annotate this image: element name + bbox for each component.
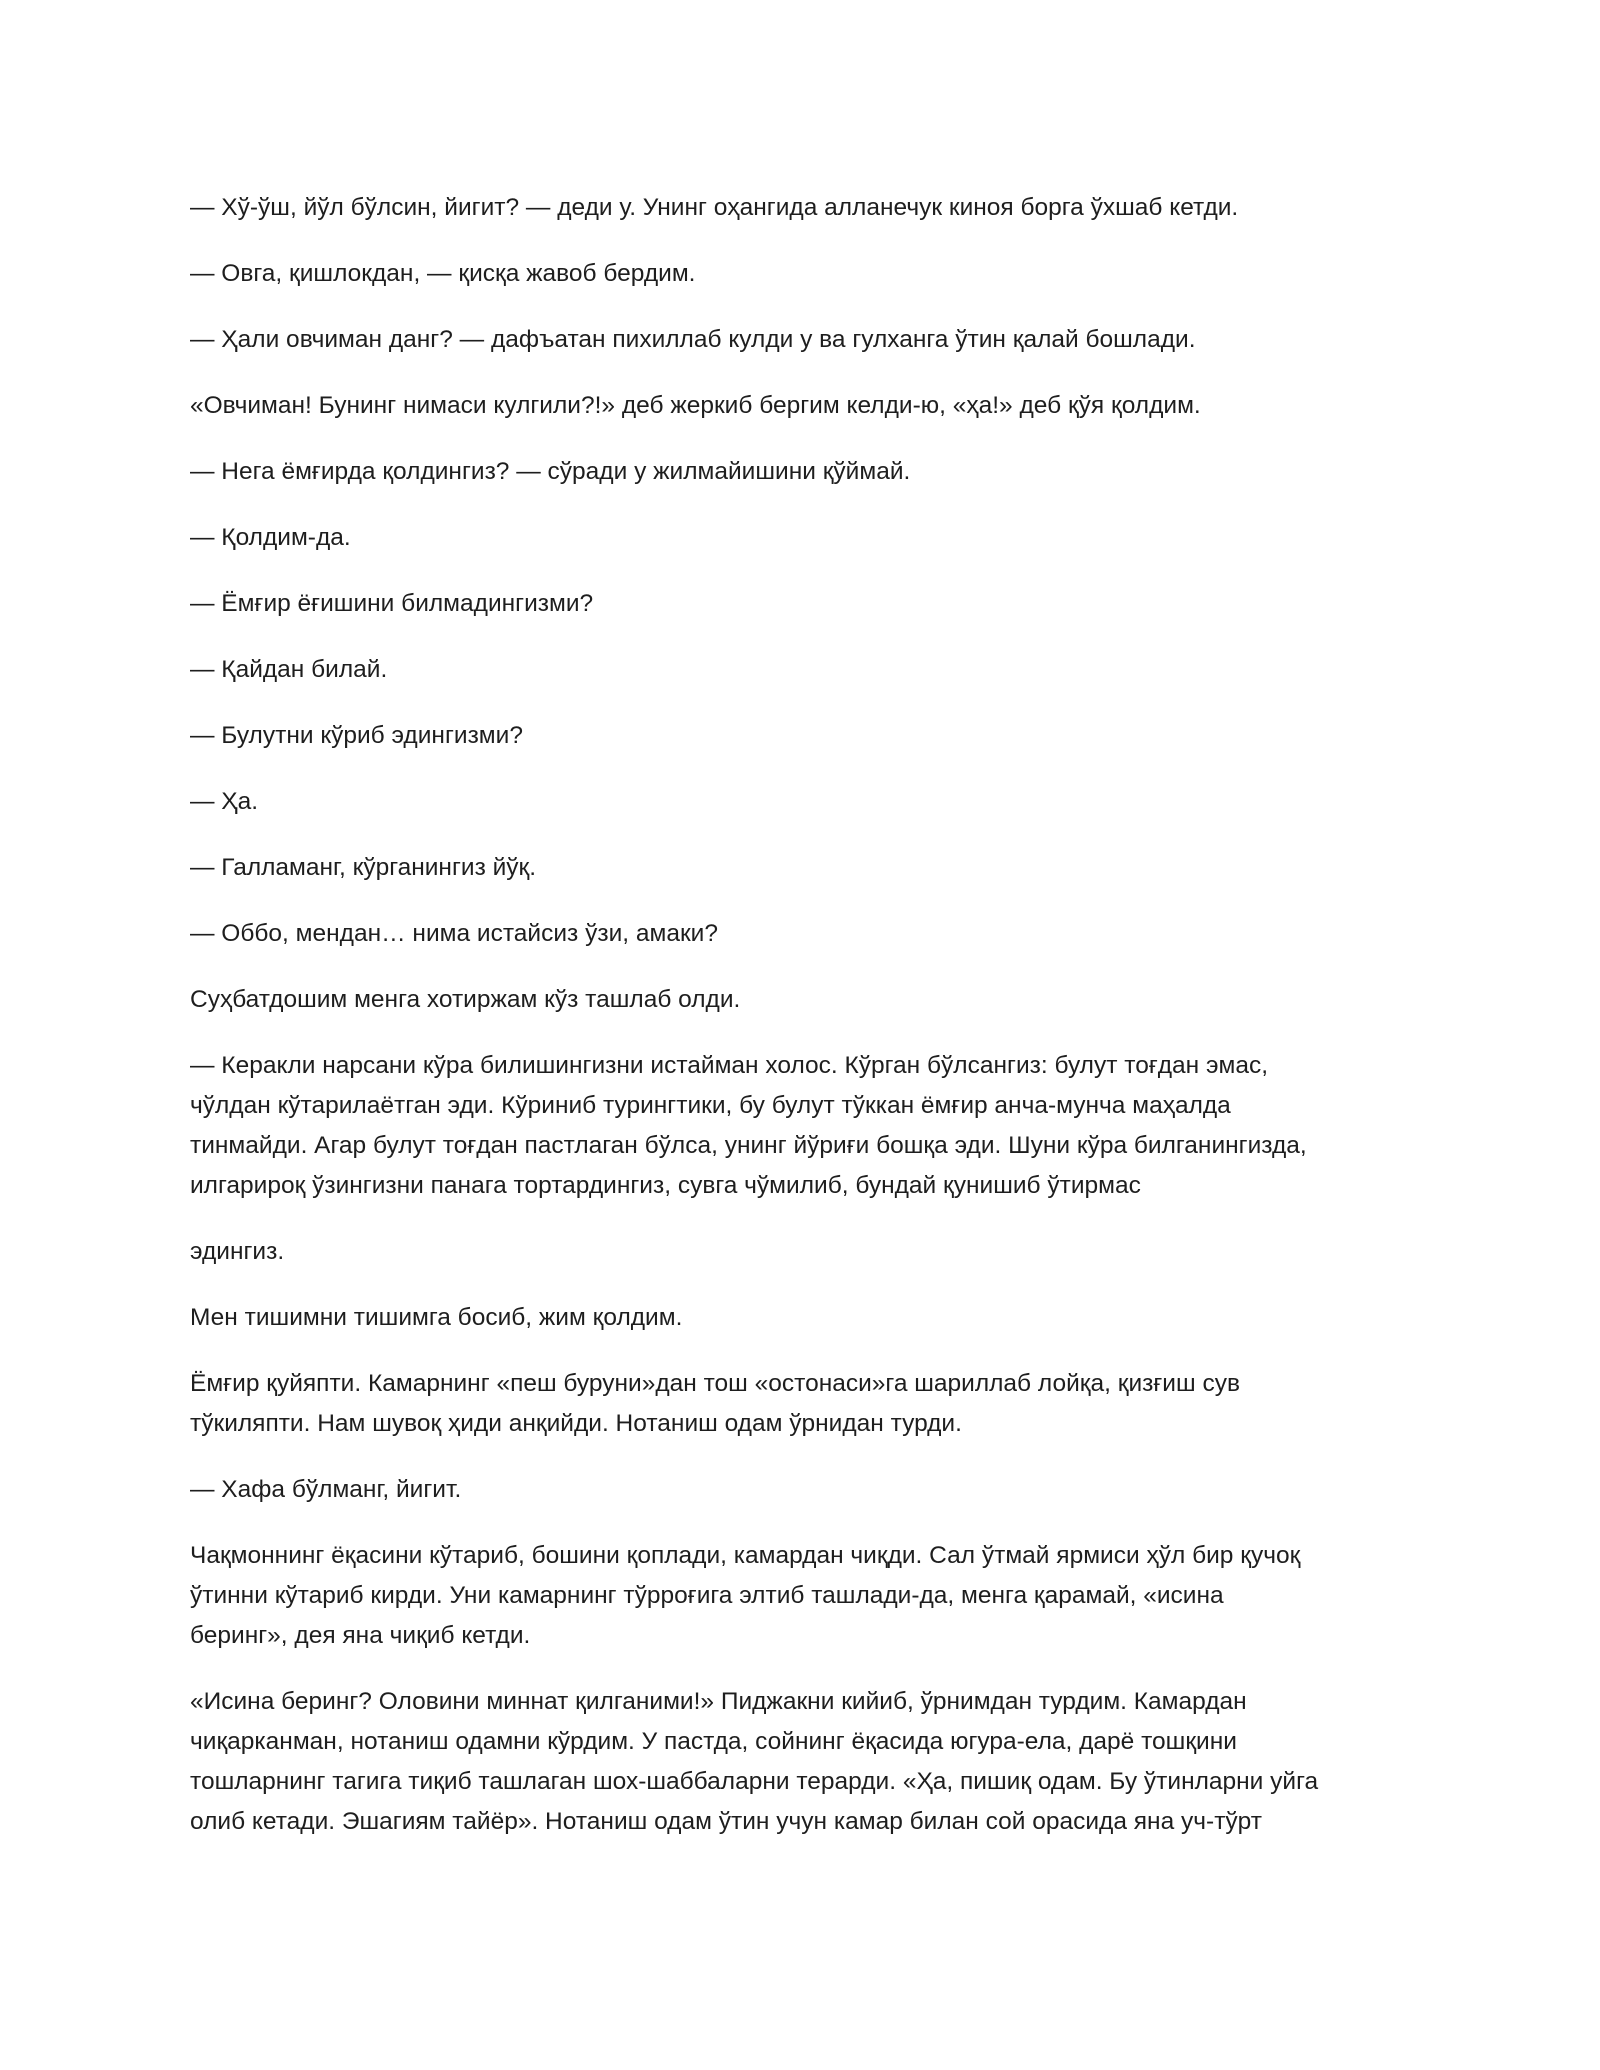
paragraph-line: Мен тишимни тишимга босиб, жим қолдим. (190, 1304, 683, 1331)
paragraph (190, 1682, 1420, 1842)
paragraph-line: «Исина беринг? Оловини миннат қилганими!» Пиджакни кийиб, ўрнимдан турдим. Камардан (190, 1688, 1247, 1715)
paragraph-line: илгарироқ ўзингизни панага тортардингиз, сувга чўмилиб, бундай қунишиб ўтирмас (190, 1172, 1141, 1199)
paragraph-line: чиқарканман, нотаниш одамни кўрдим. У пастда, сойнинг ёқасида югура-ела, дарё тошқини (190, 1728, 1237, 1755)
paragraph-line: — Овга, қишлокдан, — қисқа жавоб бердим. (190, 260, 696, 287)
paragraph (190, 914, 1420, 954)
paragraph (190, 782, 1420, 822)
paragraph-line: эдингиз. (190, 1238, 285, 1265)
paragraph-line: ўтинни кўтариб кирди. Уни камарнинг тўрроғига элтиб ташлади-да, менга қарамай, «исина (190, 1582, 1224, 1609)
paragraph-line: олиб кетади. Эшагиям тайёр». Нотаниш одам ўтин учун камар билан сой орасида яна уч-тўрт (190, 1808, 1262, 1835)
paragraph (190, 452, 1420, 492)
paragraph (190, 980, 1420, 1020)
paragraph (190, 1046, 1420, 1206)
paragraph (190, 320, 1420, 360)
paragraph-line: — Ҳали овчиман данг? — дафъатан пихиллаб кулди у ва гулханга ўтин қалай бошлади. (190, 326, 1196, 353)
paragraph-line: — Галламанг, кўрганингиз йўқ. (190, 854, 537, 881)
paragraph (190, 1470, 1420, 1510)
paragraph-line: — Қайдан билай. (190, 656, 388, 683)
paragraph-line: тўкиляпти. Нам шувоқ ҳиди анқийди. Нотаниш одам ўрнидан турди. (190, 1410, 962, 1437)
paragraph-line: «Овчиман! Бунинг нимаси кулгили?!» деб жеркиб бергим келди-ю, «ҳа!» деб қўя қолдим. (190, 392, 1201, 419)
paragraph-line: — Қолдим-да. (190, 524, 351, 551)
paragraph-line: тинмайди. Агар булут тоғдан пастлаган бўлса, унинг йўриғи бошқа эди. Шуни кўра билганингизда, (190, 1132, 1307, 1159)
paragraph-line: — Ҳа. (190, 788, 259, 815)
paragraph (190, 1298, 1420, 1338)
paragraph-line: — Хафа бўлманг, йигит. (190, 1476, 462, 1503)
paragraph (190, 518, 1420, 558)
paragraph (190, 188, 1420, 228)
paragraph-line: — Хў-ўш, йўл бўлсин, йигит? — деди у. Унинг оҳангида алланечук киноя борга ўхшаб кетди. (190, 194, 1239, 221)
paragraph-line: — Булутни кўриб эдингизми? (190, 722, 523, 749)
paragraph (190, 1232, 1420, 1272)
paragraph (190, 1536, 1420, 1656)
paragraph-line: Ёмғир қуйяпти. Камарнинг «пеш буруни»дан тош «остонаси»га шариллаб лойқа, қизғиш сув (190, 1370, 1240, 1397)
paragraph-line: Суҳбатдошим менга хотиржам кўз ташлаб олди. (190, 986, 741, 1013)
paragraph (190, 650, 1420, 690)
paragraph (190, 584, 1420, 624)
document-body (190, 188, 1420, 1868)
paragraph (190, 716, 1420, 756)
paragraph-line: — Керакли нарсани кўра билишингизни истайман холос. Кўрган бўлсангиз: булут тоғдан эмас, (190, 1052, 1269, 1079)
paragraph (190, 848, 1420, 888)
paragraph-line: — Нега ёмғирда қолдингиз? — сўради у жилмайишини қўймай. (190, 458, 911, 485)
paragraph (190, 254, 1420, 294)
paragraph-line: беринг», дея яна чиқиб кетди. (190, 1622, 531, 1649)
paragraph-line: чўлдан кўтарилаётган эди. Кўриниб турингтики, бу булут тўккан ёмғир анча-мунча маҳалда (190, 1092, 1231, 1119)
paragraph-line: тошларнинг тагига тиқиб ташлаган шох-шаббаларни терарди. «Ҳа, пишиқ одам. Бу ўтинларни уйга (190, 1768, 1319, 1795)
paragraph (190, 386, 1420, 426)
paragraph-line: Чақмоннинг ёқасини кўтариб, бошини қоплади, камардан чиқди. Сал ўтмай ярмиси ҳўл бир қучоқ (190, 1542, 1301, 1569)
paragraph (190, 1364, 1420, 1444)
paragraph-line: — Оббо, мендан… нима истайсиз ўзи, амаки? (190, 920, 718, 947)
paragraph-line: — Ёмғир ёғишини билмадингизми? (190, 590, 594, 617)
